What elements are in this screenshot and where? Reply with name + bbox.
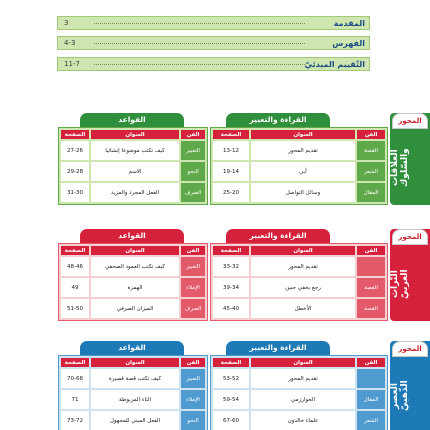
axis-name: التّراث العربيّ [390, 269, 410, 299]
cell-art: التعبير [181, 257, 205, 276]
cell-art: القصة [357, 141, 385, 160]
axis-label: المحور [392, 229, 428, 245]
cell-title: رجع بخفي حنين [251, 278, 355, 297]
table-row[interactable] [213, 257, 385, 276]
grammar-section-tab: القواعد [80, 113, 184, 127]
cell-page: 48-46 [61, 257, 89, 276]
axis-sidebar[interactable] [390, 113, 430, 205]
cell-title: كيف تكتب موضوعا إنشائيا [91, 141, 179, 160]
cell-title: كيف تكتب قصة قصيرة [91, 369, 179, 388]
cell-title: كيف تكتب العمود الصحفي [91, 257, 179, 276]
grammar-section-tab: القواعد [80, 229, 184, 243]
table-row[interactable] [213, 299, 385, 318]
table-row[interactable] [61, 162, 205, 181]
cell-page: 13-12 [213, 141, 249, 160]
col-header-page: الصفحة [61, 246, 89, 255]
reading-table [210, 243, 388, 321]
cell-title: الفعل المبني للمجهول [91, 411, 179, 430]
col-header-page: الصفحة [213, 358, 249, 367]
reading-section-tab: القراءة والتعبير [226, 341, 330, 355]
cell-title: وسائل التواصل [251, 183, 355, 202]
cell-page: 39-34 [213, 278, 249, 297]
leader-dots [94, 23, 305, 24]
unit-block [58, 113, 430, 205]
axis-label: المحور [392, 113, 428, 129]
cell-title: الاسم [91, 162, 179, 181]
cell-title: الفعل المجرد والمزيد [91, 183, 179, 202]
table-header [61, 358, 205, 367]
axis-sidebar[interactable] [390, 229, 430, 321]
axis-name: العلاقات والسّلوك [390, 148, 410, 188]
grammar-table [58, 243, 208, 321]
col-header-page: الصفحة [61, 130, 89, 139]
intro-label: المقدمة [333, 18, 365, 28]
table-row[interactable] [213, 162, 385, 181]
col-header-title: العنوان [91, 358, 179, 367]
col-header-art: الفن [357, 358, 385, 367]
cell-art: الشعر [357, 411, 385, 430]
cell-page: 49 [61, 278, 89, 297]
cell-page: 45-40 [213, 299, 249, 318]
cell-art: النحو [181, 162, 205, 181]
grammar-table [58, 355, 208, 430]
cell-art: الصرف [181, 299, 205, 318]
intro-row[interactable] [57, 57, 370, 71]
table-row[interactable] [213, 183, 385, 202]
cell-title: تقديم المحور [251, 257, 355, 276]
intro-row[interactable] [57, 16, 370, 30]
cell-page: 25-20 [213, 183, 249, 202]
cell-title: تقديم المحور [251, 369, 355, 388]
cell-art: المقال [357, 390, 385, 409]
intro-label: التّقييم المبدئيّ [304, 59, 365, 69]
cell-art [357, 369, 385, 388]
intro-pages: 11-7 [64, 60, 80, 68]
cell-page: 70-68 [61, 369, 89, 388]
reading-table [210, 355, 388, 430]
unit-block [58, 341, 430, 430]
cell-page: 71 [61, 390, 89, 409]
grammar-section-tab: القواعد [80, 341, 184, 355]
leader-dots [94, 64, 305, 65]
col-header-art: الفن [357, 130, 385, 139]
table-header [61, 130, 205, 139]
table-row[interactable] [213, 141, 385, 160]
cell-page: 29-28 [61, 162, 89, 181]
table-header [213, 130, 385, 139]
grammar-table [58, 127, 208, 205]
cell-art [357, 257, 385, 276]
cell-title: التاء المربوطة [91, 390, 179, 409]
cell-title: الميزان الصرفي [91, 299, 179, 318]
cell-title: الأخطل [251, 299, 355, 318]
cell-page: 27-26 [61, 141, 89, 160]
cell-art: المقال [357, 183, 385, 202]
col-header-art: الفن [181, 246, 205, 255]
col-header-title: العنوان [251, 358, 355, 367]
table-row[interactable] [61, 299, 205, 318]
col-header-art: الفن [357, 246, 385, 255]
cell-title: تقديم المحور [251, 141, 355, 160]
table-row[interactable] [61, 278, 205, 297]
cell-page: 53-52 [213, 369, 249, 388]
cell-page: 73-72 [61, 411, 89, 430]
intro-row[interactable] [57, 36, 370, 50]
col-header-art: الفن [181, 130, 205, 139]
table-row[interactable] [61, 390, 205, 409]
cell-title: أبي [251, 162, 355, 181]
cell-page: 51-50 [61, 299, 89, 318]
cell-page: 67-60 [213, 411, 249, 430]
cell-page: 59-54 [213, 390, 249, 409]
cell-page: 19-14 [213, 162, 249, 181]
table-row[interactable] [213, 369, 385, 388]
cell-title: علماء خالدون [251, 411, 355, 430]
cell-page: 31-30 [61, 183, 89, 202]
reading-section-tab: القراءة والتعبير [226, 113, 330, 127]
table-row[interactable] [213, 278, 385, 297]
col-header-page: الصفحة [213, 246, 249, 255]
cell-art: التعبير [181, 369, 205, 388]
table-row[interactable] [61, 411, 205, 430]
axis-sidebar[interactable] [390, 341, 430, 430]
col-header-page: الصفحة [61, 358, 89, 367]
cell-art: القصة [357, 299, 385, 318]
col-header-title: العنوان [251, 246, 355, 255]
col-header-page: الصفحة [213, 130, 249, 139]
cell-art: الشعر [357, 162, 385, 181]
table-header [213, 358, 385, 367]
cell-title: الخوارزمي [251, 390, 355, 409]
unit-block [58, 229, 430, 321]
cell-art: الصرف [181, 183, 205, 202]
table-row[interactable] [213, 411, 385, 430]
leader-dots [94, 43, 305, 44]
col-header-title: العنوان [91, 246, 179, 255]
intro-label: الفهرس [332, 38, 365, 48]
col-header-art: الفن [181, 358, 205, 367]
intro-pages: 3 [64, 19, 69, 27]
axis-label: المحور [392, 341, 428, 357]
axis-name: العصر الذّهبيّ [390, 380, 410, 412]
cell-page: 33-32 [213, 257, 249, 276]
col-header-title: العنوان [91, 130, 179, 139]
reading-table [210, 127, 388, 205]
table-row[interactable] [61, 257, 205, 276]
table-header [61, 246, 205, 255]
table-row[interactable] [61, 369, 205, 388]
cell-art: النحو [181, 411, 205, 430]
cell-art: التعبير [181, 141, 205, 160]
table-row[interactable] [213, 390, 385, 409]
reading-section-tab: القراءة والتعبير [226, 229, 330, 243]
table-header [213, 246, 385, 255]
intro-pages: 4-3 [64, 39, 76, 47]
cell-title: الهمزة [91, 278, 179, 297]
table-row[interactable] [61, 141, 205, 160]
cell-art: الإملاء [181, 390, 205, 409]
table-row[interactable] [61, 183, 205, 202]
cell-art: القصة [357, 278, 385, 297]
cell-art: الإملاء [181, 278, 205, 297]
col-header-title: العنوان [251, 130, 355, 139]
